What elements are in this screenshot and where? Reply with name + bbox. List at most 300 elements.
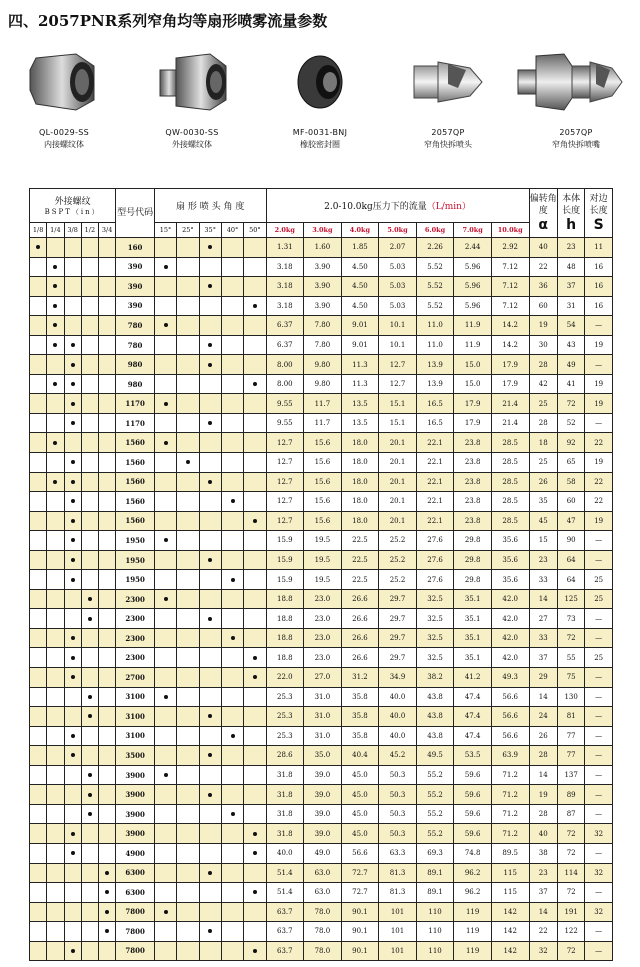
angle-cell	[199, 335, 221, 355]
table-row	[30, 648, 613, 668]
thread-cell	[64, 941, 81, 961]
selected-dot-icon	[253, 890, 257, 894]
thread-cell	[30, 687, 47, 707]
model-code-cell: 1950	[116, 531, 155, 551]
body-length-cell: 191	[557, 902, 584, 922]
table-row	[30, 843, 613, 863]
flow-cell: 17.9	[491, 355, 529, 375]
selected-dot-icon	[88, 714, 92, 718]
model-code-cell: 3100	[116, 687, 155, 707]
thread-cell	[81, 511, 98, 531]
flow-cell: 23.0	[304, 589, 342, 609]
angle-cell	[199, 277, 221, 297]
table-row	[30, 746, 613, 766]
thread-cell	[81, 296, 98, 316]
flow-cell: 26.6	[341, 648, 379, 668]
thread-cell	[64, 394, 81, 414]
table-row	[30, 453, 613, 473]
model-code-cell: 3900	[116, 824, 155, 844]
angle-cell	[244, 511, 266, 531]
thread-cell	[99, 472, 116, 492]
angle-cell	[244, 570, 266, 590]
thread-cell	[30, 726, 47, 746]
thread-cell	[81, 883, 98, 903]
flow-cell: 15.0	[454, 355, 492, 375]
selected-dot-icon	[88, 793, 92, 797]
flow-cell: 63.7	[266, 902, 304, 922]
flow-cell: 55.2	[416, 804, 454, 824]
thread-cell	[64, 531, 81, 551]
angle-cell	[177, 238, 199, 258]
flow-cell: 47.4	[454, 726, 492, 746]
thread-cell	[81, 355, 98, 375]
flow-cell: 26.6	[341, 628, 379, 648]
table-row	[30, 335, 613, 355]
angle-cell	[244, 785, 266, 805]
flow-cell: 32.5	[416, 648, 454, 668]
selected-dot-icon	[71, 363, 75, 367]
flow-cell: 2.26	[416, 238, 454, 258]
body-length-cell: 87	[557, 804, 584, 824]
offset-angle-cell: 32	[529, 941, 557, 961]
angle-cell	[154, 883, 176, 903]
angle-cell	[177, 785, 199, 805]
flow-cell: 13.9	[416, 374, 454, 394]
hex-length-cell: —	[585, 941, 613, 961]
product-code: 2057QP	[431, 128, 465, 137]
pressure-header: 4.0kg	[341, 223, 379, 238]
selected-dot-icon	[71, 949, 75, 953]
selected-dot-icon	[88, 597, 92, 601]
angle-cell	[154, 570, 176, 590]
table-row	[30, 277, 613, 297]
table-row	[30, 668, 613, 688]
flow-cell: 20.1	[379, 511, 417, 531]
selected-dot-icon	[105, 929, 109, 933]
thread-cell	[47, 589, 64, 609]
flow-cell: 35.1	[454, 648, 492, 668]
flow-cell: 39.0	[304, 785, 342, 805]
flow-cell: 119	[454, 941, 492, 961]
selected-dot-icon	[71, 343, 75, 347]
angle-cell	[177, 316, 199, 336]
table-body	[30, 238, 613, 961]
flow-cell: 22.5	[341, 550, 379, 570]
offset-angle-cell: 28	[529, 413, 557, 433]
flow-cell: 40.4	[341, 746, 379, 766]
thread-cell	[47, 316, 64, 336]
selected-dot-icon	[71, 460, 75, 464]
flow-cell: 7.80	[304, 335, 342, 355]
model-code-cell: 3500	[116, 746, 155, 766]
angle-header: 25°	[177, 223, 199, 238]
angle-cell	[244, 863, 266, 883]
offset-angle-cell: 60	[529, 296, 557, 316]
offset-angle-cell: 26	[529, 472, 557, 492]
selected-dot-icon	[208, 617, 212, 621]
model-code-cell: 1560	[116, 433, 155, 453]
angle-cell	[221, 570, 243, 590]
thread-cell	[81, 238, 98, 258]
angle-cell	[154, 824, 176, 844]
angle-cell	[154, 746, 176, 766]
flow-cell: 20.1	[379, 472, 417, 492]
selected-dot-icon	[71, 538, 75, 542]
angle-cell	[154, 687, 176, 707]
angle-cell	[221, 550, 243, 570]
flow-cell: 7.12	[491, 277, 529, 297]
model-code-cell: 3900	[116, 785, 155, 805]
flow-cell: 12.7	[266, 511, 304, 531]
hex-length-cell: —	[585, 922, 613, 942]
thread-cell	[99, 922, 116, 942]
flow-cell: 28.6	[266, 746, 304, 766]
angle-cell	[244, 433, 266, 453]
angle-cell	[177, 472, 199, 492]
flow-cell: 28.5	[491, 492, 529, 512]
selected-dot-icon	[164, 402, 168, 406]
flow-cell: 42.0	[491, 628, 529, 648]
flow-cell: 50.3	[379, 804, 417, 824]
offset-angle-cell: 40	[529, 238, 557, 258]
offset-angle-cell: 19	[529, 316, 557, 336]
table-row	[30, 765, 613, 785]
angle-cell	[221, 902, 243, 922]
flow-cell: 11.7	[304, 413, 342, 433]
body-length-cell: 43	[557, 335, 584, 355]
model-code-cell: 1170	[116, 394, 155, 414]
angle-cell	[177, 609, 199, 629]
thread-group-header	[30, 189, 116, 223]
model-code-cell: 1560	[116, 492, 155, 512]
flow-cell: 51.4	[266, 883, 304, 903]
flow-cell: 27.6	[416, 550, 454, 570]
angle-cell	[221, 531, 243, 551]
angle-cell	[221, 765, 243, 785]
angle-cell	[177, 726, 199, 746]
thread-cell	[99, 277, 116, 297]
thread-cell	[99, 902, 116, 922]
selected-dot-icon	[53, 441, 57, 445]
flow-cell: 56.6	[491, 687, 529, 707]
angle-cell	[177, 433, 199, 453]
flow-cell: 19.5	[304, 550, 342, 570]
flow-cell: 18.0	[341, 453, 379, 473]
selected-dot-icon	[71, 558, 75, 562]
thread-cell	[47, 413, 64, 433]
flow-cell: 38.2	[416, 668, 454, 688]
angle-cell	[177, 902, 199, 922]
flow-cell: 11.3	[341, 355, 379, 375]
thread-cell	[30, 316, 47, 336]
flow-cell: 22.1	[416, 492, 454, 512]
flow-cell: 19.5	[304, 531, 342, 551]
selected-dot-icon	[71, 753, 75, 757]
thread-cell	[30, 589, 47, 609]
flow-cell: 78.0	[304, 902, 342, 922]
selected-dot-icon	[164, 441, 168, 445]
thread-cell	[47, 433, 64, 453]
angle-cell	[177, 863, 199, 883]
body-length-cell: 64	[557, 550, 584, 570]
thread-cell	[30, 550, 47, 570]
thread-cell	[81, 394, 98, 414]
hex-length-cell: —	[585, 316, 613, 336]
thread-cell	[47, 804, 64, 824]
thread-cell	[99, 433, 116, 453]
thread-cell	[30, 531, 47, 551]
model-code-cell: 390	[116, 257, 155, 277]
flow-cell: 28.5	[491, 433, 529, 453]
thread-group-label: 外接螺纹	[54, 197, 91, 207]
angle-cell	[177, 453, 199, 473]
thread-cell	[81, 922, 98, 942]
thread-cell	[81, 824, 98, 844]
table-row	[30, 824, 613, 844]
angle-cell	[221, 413, 243, 433]
thread-cell	[81, 668, 98, 688]
table-row	[30, 394, 613, 414]
flow-cell: 90.1	[341, 941, 379, 961]
thread-cell	[81, 941, 98, 961]
selected-dot-icon	[231, 499, 235, 503]
flow-cell: 71.2	[491, 804, 529, 824]
body-length-cell: 73	[557, 609, 584, 629]
selected-dot-icon	[208, 480, 212, 484]
hex-length-cell: —	[585, 668, 613, 688]
pressure-header: 6.0kg	[416, 223, 454, 238]
flow-cell: 63.0	[304, 863, 342, 883]
selected-dot-icon	[208, 793, 212, 797]
angle-cell	[244, 335, 266, 355]
thread-cell	[47, 238, 64, 258]
thread-cell	[99, 257, 116, 277]
thread-cell	[64, 628, 81, 648]
body-length-cell: 72	[557, 883, 584, 903]
flow-cell: 3.90	[304, 257, 342, 277]
flow-cell: 40.0	[266, 843, 304, 863]
angle-cell	[221, 687, 243, 707]
flow-cell: 25.3	[266, 707, 304, 727]
thread-size-header: 3/4	[99, 223, 116, 238]
selected-dot-icon	[71, 578, 75, 582]
thread-cell	[99, 668, 116, 688]
selected-dot-icon	[208, 284, 212, 288]
hex-length-cell: 22	[585, 433, 613, 453]
hex-length-cell: 16	[585, 277, 613, 297]
table-row	[30, 863, 613, 883]
flow-cell: 35.8	[341, 707, 379, 727]
flow-cell: 31.0	[304, 726, 342, 746]
product-code: QL-0029-SS	[39, 128, 89, 137]
flow-cell: 25.2	[379, 531, 417, 551]
thread-cell	[30, 355, 47, 375]
thread-cell	[64, 785, 81, 805]
flow-cell: 12.7	[266, 492, 304, 512]
flow-cell: 7.80	[304, 316, 342, 336]
angle-cell	[221, 374, 243, 394]
flow-cell: 78.0	[304, 922, 342, 942]
body-length-cell: 48	[557, 257, 584, 277]
angle-cell	[199, 413, 221, 433]
flow-cell: 25.2	[379, 570, 417, 590]
flow-cell: 43.8	[416, 707, 454, 727]
product-name: 窄角快拆喷头	[424, 140, 472, 149]
thread-cell	[99, 765, 116, 785]
selected-dot-icon	[253, 382, 257, 386]
flow-cell: 55.2	[416, 824, 454, 844]
body-length-cell: 37	[557, 277, 584, 297]
thread-cell	[81, 277, 98, 297]
table-row	[30, 472, 613, 492]
angle-cell	[221, 785, 243, 805]
angle-cell	[244, 824, 266, 844]
offset-angle-cell: 28	[529, 804, 557, 824]
angle-cell	[199, 746, 221, 766]
angle-cell	[244, 687, 266, 707]
thread-cell	[30, 492, 47, 512]
body-length-cell: 125	[557, 589, 584, 609]
body-length-cell: 60	[557, 492, 584, 512]
offset-angle-cell: 18	[529, 433, 557, 453]
body-length-symbol: h	[566, 217, 577, 233]
selected-dot-icon	[208, 871, 212, 875]
hex-length-header	[585, 189, 613, 238]
offset-angle-cell: 22	[529, 922, 557, 942]
flow-cell: 16.5	[416, 413, 454, 433]
selected-dot-icon	[208, 558, 212, 562]
flow-cell: 35.1	[454, 609, 492, 629]
product-code: MF-0031-BNJ	[292, 128, 348, 137]
flow-cell: 1.60	[304, 238, 342, 258]
flow-cell: 49.0	[304, 843, 342, 863]
angle-cell	[244, 746, 266, 766]
flow-cell: 59.6	[454, 824, 492, 844]
flow-cell: 31.0	[304, 707, 342, 727]
flow-cell: 12.7	[379, 374, 417, 394]
flow-cell: 55.2	[416, 785, 454, 805]
flow-cell: 8.00	[266, 355, 304, 375]
flow-cell: 35.8	[341, 726, 379, 746]
thread-cell	[81, 804, 98, 824]
flow-cell: 12.7	[266, 433, 304, 453]
selected-dot-icon	[253, 656, 257, 660]
angle-cell	[177, 257, 199, 277]
flow-cell: 29.7	[379, 628, 417, 648]
angle-cell	[221, 472, 243, 492]
thread-cell	[30, 511, 47, 531]
hex-length-cell: —	[585, 609, 613, 629]
angle-header: 35°	[199, 223, 221, 238]
angle-cell	[244, 472, 266, 492]
flow-cell: 142	[491, 902, 529, 922]
hex-length-cell: 32	[585, 824, 613, 844]
angle-cell	[177, 824, 199, 844]
table-row	[30, 570, 613, 590]
model-code-cell: 2700	[116, 668, 155, 688]
flow-cell: 14.2	[491, 335, 529, 355]
thread-cell	[30, 843, 47, 863]
flow-cell: 59.6	[454, 785, 492, 805]
thread-cell	[81, 374, 98, 394]
angle-cell	[244, 316, 266, 336]
thread-cell	[47, 277, 64, 297]
angle-cell	[154, 922, 176, 942]
body-length-cell: 122	[557, 922, 584, 942]
angle-cell	[199, 570, 221, 590]
thread-cell	[47, 863, 64, 883]
hex-length-cell: —	[585, 355, 613, 375]
model-code-cell: 1950	[116, 550, 155, 570]
selected-dot-icon	[71, 382, 75, 386]
flow-cell: 89.5	[491, 843, 529, 863]
thread-cell	[47, 765, 64, 785]
angle-cell	[221, 863, 243, 883]
thread-cell	[47, 902, 64, 922]
angle-cell	[199, 843, 221, 863]
angle-cell	[177, 570, 199, 590]
flow-cell: 43.8	[416, 726, 454, 746]
thread-cell	[30, 277, 47, 297]
flow-cell: 11.0	[416, 316, 454, 336]
flow-cell: 9.01	[341, 316, 379, 336]
offset-angle-cell: 38	[529, 843, 557, 863]
flow-cell: 5.03	[379, 257, 417, 277]
thread-cell	[81, 687, 98, 707]
angle-cell	[177, 531, 199, 551]
flow-group-label: 2.0-10.0kg压力下的流量	[324, 202, 427, 212]
selected-dot-icon	[231, 636, 235, 640]
angle-cell	[199, 707, 221, 727]
selected-dot-icon	[53, 265, 57, 269]
flow-cell: 9.80	[304, 374, 342, 394]
thread-cell	[81, 902, 98, 922]
model-code-cell: 6300	[116, 883, 155, 903]
thread-cell	[64, 902, 81, 922]
flow-cell: 31.0	[304, 687, 342, 707]
flow-cell: 43.8	[416, 687, 454, 707]
body-length-cell: 75	[557, 668, 584, 688]
body-length-cell: 31	[557, 296, 584, 316]
selected-dot-icon	[88, 617, 92, 621]
flow-cell: 21.4	[491, 394, 529, 414]
flow-cell: 35.8	[341, 687, 379, 707]
flow-cell: 41.2	[454, 668, 492, 688]
angle-cell	[154, 589, 176, 609]
selected-dot-icon	[208, 363, 212, 367]
flow-cell: 3.90	[304, 277, 342, 297]
angle-cell	[221, 394, 243, 414]
angle-cell	[177, 277, 199, 297]
flow-cell: 26.6	[341, 589, 379, 609]
thread-cell	[64, 863, 81, 883]
thread-cell	[99, 687, 116, 707]
angle-cell	[199, 863, 221, 883]
thread-cell	[81, 570, 98, 590]
selected-dot-icon	[53, 382, 57, 386]
thread-cell	[47, 843, 64, 863]
thread-cell	[47, 922, 64, 942]
product-quick-tip	[384, 44, 512, 150]
angle-cell	[244, 238, 266, 258]
angle-cell	[199, 765, 221, 785]
thread-cell	[47, 648, 64, 668]
thread-cell	[81, 628, 98, 648]
thread-cell	[47, 707, 64, 727]
flow-cell: 20.1	[379, 433, 417, 453]
thread-unit-label: BSPT（in）	[44, 208, 101, 216]
angle-cell	[244, 941, 266, 961]
